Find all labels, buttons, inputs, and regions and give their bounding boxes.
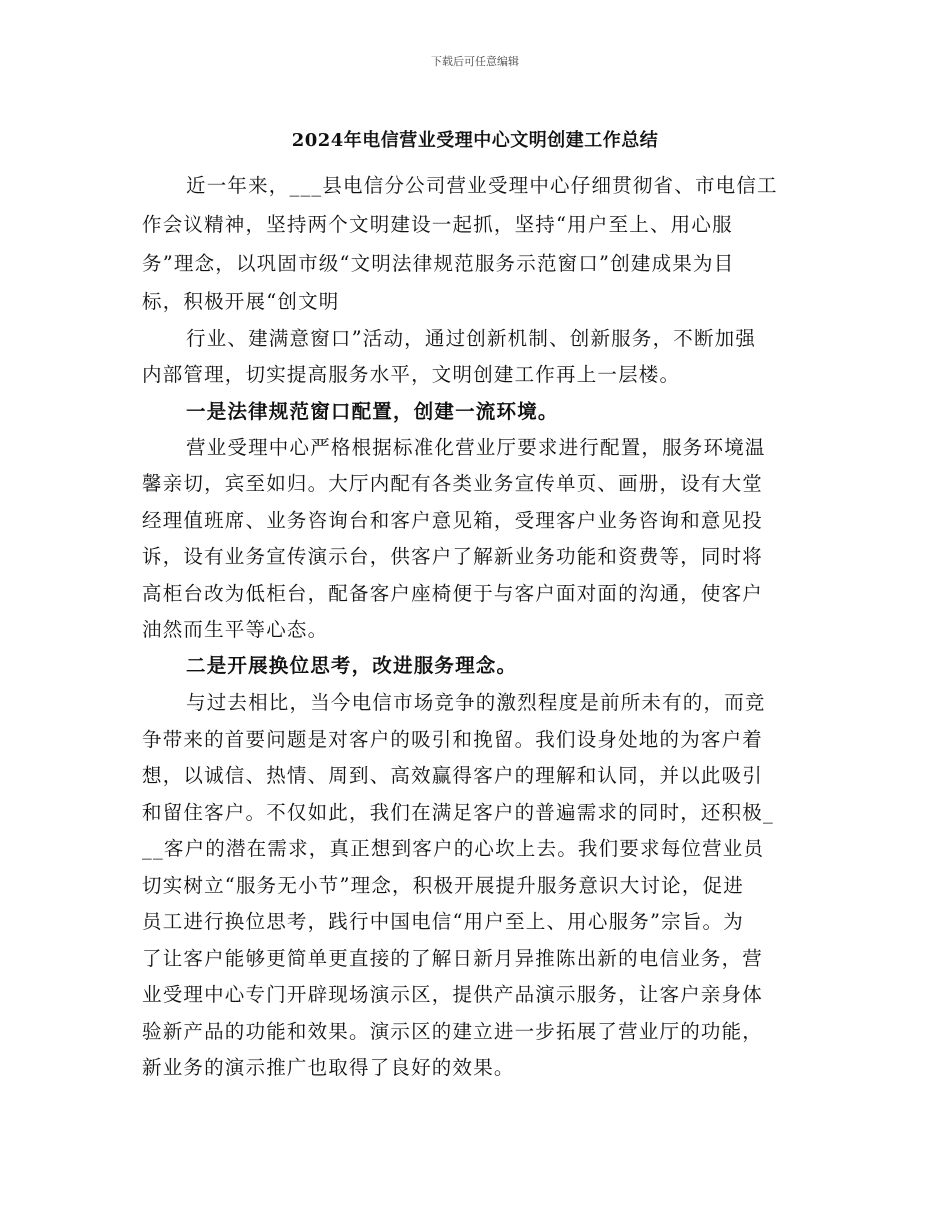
paragraph-line: 内部管理，切实提高服务水平，文明创建工作再上一层楼。: [142, 363, 681, 386]
paragraph-line: 想，以诚信、热情、周到、高效赢得客户的理解和认同，并以此吸引: [142, 764, 764, 787]
paragraph-line: 争带来的首要问题是对客户的吸引和挽留。我们设身处地的为客户着: [142, 728, 764, 751]
paragraph-line: 标，积极开展“创文明: [142, 290, 340, 313]
paragraph-line: 业受理中心专门开辟现场演示区，提供产品演示服务，让客户亲身体: [142, 983, 764, 1006]
paragraph-line: 油然而生平等心态。: [142, 618, 329, 641]
paragraph-line: 高柜台改为低柜台，配备客户座椅便于与客户面对面的沟通，使客户: [142, 582, 764, 605]
paragraph-line: 和留住客户。不仅如此，我们在满足客户的普遍需求的同时，还积极_: [142, 801, 774, 824]
document-title: 2024年电信营业受理中心文明创建工作总结: [291, 130, 659, 151]
paragraph-line: 与过去相比，当今电信市场竞争的激烈程度是前所未有的，而竞: [186, 691, 766, 714]
paragraph-line: 了让客户能够更简单更直接的了解日新月异推陈出新的电信业务，营: [142, 947, 764, 970]
paragraph-line: 行业、建满意窗口”活动，通过创新机制、创新服务，不断加强: [186, 327, 757, 350]
page-header-note: 下载后可任意编辑: [431, 55, 519, 68]
paragraph-line: 验新产品的功能和效果。演示区的建立进一步拓展了营业厅的功能，: [142, 1020, 764, 1043]
section-heading-2: 二是开展换位思考，改进服务理念。: [186, 654, 518, 677]
section-heading-1: 一是法律规范窗口配置，创建一流环境。: [186, 400, 559, 423]
paragraph-line: 切实树立“服务无小节”理念，积极开展提升服务意识大讨论，促进: [142, 874, 744, 897]
paragraph-line: 馨亲切，宾至如归。大厅内配有各类业务宣传单页、画册，设有大堂: [142, 472, 764, 495]
paragraph-line: 诉，设有业务宣传演示台，供客户了解新业务功能和资费等，同时将: [142, 545, 764, 568]
paragraph-line: __客户的潜在需求，真正想到客户的心坎上去。我们要求每位营业员: [142, 837, 765, 860]
paragraph-line: 经理值班席、业务咨询台和客户意见箱，受理客户业务咨询和意见投: [142, 509, 764, 532]
paragraph-line: 作会议精神，坚持两个文明建设一起抓，坚持“用户至上、用心服: [142, 213, 733, 236]
paragraph-line: 新业务的演示推广也取得了良好的效果。: [142, 1056, 515, 1079]
paragraph-line: 近一年来，___县电信分公司营业受理中心仔细贯彻省、市电信工: [186, 174, 778, 197]
paragraph-line: 务”理念，以巩固市级“文明法律规范服务示范窗口”创建成果为目: [142, 252, 735, 275]
paragraph-line: 员工进行换位思考，践行中国电信“用户至上、用心服务”宗旨。为: [142, 910, 744, 933]
paragraph-line: 营业受理中心严格根据标准化营业厅要求进行配置，服务环境温: [186, 436, 766, 459]
